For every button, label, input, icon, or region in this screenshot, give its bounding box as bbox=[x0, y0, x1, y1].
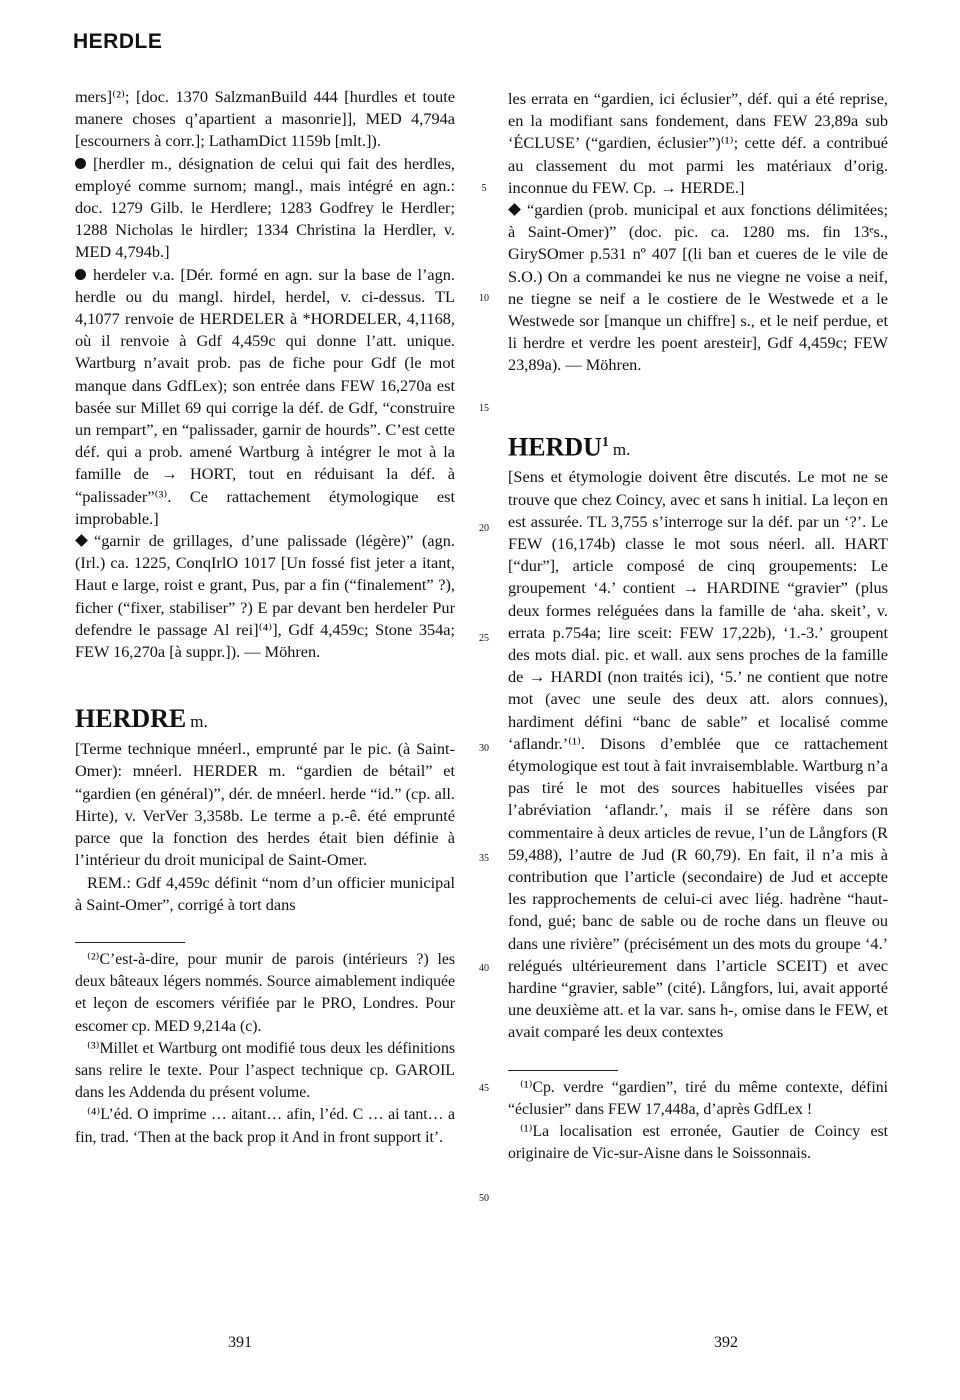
bullet-icon bbox=[75, 158, 86, 169]
footnote: ⁽²⁾C’est-à-dire, pour munir de parois (intérieurs ?) les deux bâteaux légers nommés. Source aimablement indiquée et leçon de escomers vérifiée par le PRO, Londres. Pour escomer cp. MED 9,214a (c). bbox=[75, 950, 455, 1035]
diamond-icon bbox=[75, 534, 88, 547]
paragraph: [Terme technique mnéerl., emprunté par le pic. (à Saint-Omer): mnéerl. HERDER m. “gardien de bétail” et “gardien (en général)”, dér. de mnéerl. herde “id.” (cp. all. Hirte), v. VerVer 3,358b. Le terme a p.-ê. été emprunté parce que la fonction des herdes était bien définie à l’intérieur du droit municipal de Saint-Omer. bbox=[75, 739, 455, 870]
paragraph: les errata en “gardien, ici éclusier”, déf. qui a été reprise, en la modifiant sans fondement, dans FEW 23,89a sub ‘ÉCLUSE’ (“gardien, éclusier”)⁽¹⁾; cette déf. a contribué au classement du mot parmi les matériaux d’orig. inconnue du FEW. Cp. → HERDE.] bbox=[508, 89, 888, 197]
line-number: 35 bbox=[479, 853, 489, 864]
line-number: 25 bbox=[479, 633, 489, 644]
line-number: 10 bbox=[479, 293, 489, 304]
footnote: ⁽⁴⁾L’éd. O imprime … aitant… afin, l’éd. C … ai tant… a fin, trad. ‘Then at the back prop it And in front support it’. bbox=[75, 1106, 455, 1146]
page-number-right: 392 bbox=[714, 1334, 738, 1351]
definition: “gardien (prob. municipal et aux fonctions délimitées; à Saint-Omer)” (doc. pic. ca. 1280 ms. fin 13ᵉs., GirySOmer p.531 nº 407 [(li ban et cueres de le vile de S.O.) On a commandei ke nus ne viegne ne voise a neif, ne tiegne se neif a le costiere de le Westwede et a le Westwede sor [manque un chiffre] s., et le neif perdue, et li herdre et verdre les poent aresteir], Gdf 4,459c; FEW 23,89a). — Möhren. bbox=[508, 200, 888, 375]
footnote: ⁽³⁾Millet et Wartburg ont modifié tous deux les définitions sans relire le texte. Pour l’aspect technique cp. GAROIL dans les Addenda du présent volume. bbox=[75, 1039, 455, 1102]
line-number: 5 bbox=[481, 183, 487, 194]
definition: “garnir de grillages, d’une palissade (légère)” (agn. (Irl.) ca. 1225, ConqIrlO 1017 [Un fossé fist jeter a itant, Haut e large, roist e grant, Pus, par a fin (“finalement” ?), ficher (“fixer, stabiliser” ?) E par devant ben herdeler Pur defendre le passage Al rei]⁽⁴⁾], Gdf 4,459c; Stone 354a; FEW 16,270a [à suppr.]). — Möhren. bbox=[75, 531, 455, 662]
line-number: 45 bbox=[479, 1083, 489, 1094]
left-column bbox=[75, 86, 455, 1149]
entry-headword-herdre: HERDRE m. bbox=[75, 704, 208, 734]
entry-headword-herdu: HERDU$^1$ m. bbox=[508, 432, 631, 462]
remark: REM.: Gdf 4,459c définit “nom d’un officier municipal à Saint-Omer”, corrigé à tort dans bbox=[75, 872, 455, 914]
page-number-left: 391 bbox=[228, 1334, 252, 1351]
line-number: 20 bbox=[479, 523, 489, 534]
right-column bbox=[508, 88, 888, 1165]
subentry-herdeler: herdeler v.a. [Dér. formé en agn. sur la base de l’agn. herdle ou du mangl. hirdel, herdel, v. ci-dessus. TL 4,1077 renvoie de HERDELER à *HORDELER, 4,1168, où il renvoie à Gdf 4,459c qui donne l’att. unique. Wartburg n’avait prob. pas de fiche pour Gdf (le mot manque dans GdfLex); son entrée dans FEW 16,270a est basée sur Millet 69 qui corrige la déf. de Gdf, “construire un rempart”, en “palissader, garnir de hourds”. C’est cette déf. qui a prob. amené Wartburg à intégrer le mot à la famille de → HORT, tout en réduisant la déf. à “palissader”⁽³⁾. Ce rattachement étymologique est improbable.] bbox=[75, 264, 455, 528]
subentry-herdler: [herdler m., désignation de celui qui fait des herdles, employé comme surnom; mangl., mais intégré en agn.: doc. 1279 Gilb. le Herdlere; 1283 Godfrey le Herdler; 1288 Nicholas le hirdler; 1334 Christina la Herdler, v. MED 4,794b.] bbox=[75, 153, 455, 262]
paragraph: mers]⁽²⁾; [doc. 1370 SalzmanBuild 444 [hurdles et toute manere choses q’apartient a masonrie]], MED 4,794a [escourners à corr.]; LathamDict 1159b [mlt.]). bbox=[75, 87, 455, 151]
line-number: 30 bbox=[479, 743, 489, 754]
paragraph: [Sens et étymologie doivent être discutés. Le mot ne se trouve que chez Coincy, avec et sans h initial. La leçon en est assurée. TL 3,755 s’interroge sur la déf. par un ‘?’. Le FEW (16,174b) classe le mot sous néerl. all. HART [“dur”], article composé de cinq groupements: Le groupement ‘4.’ contient → HARDINE “gravier” (plus deux formes reléguées dans la famille de ‘aha. skeit’, v. errata p.754a; lire sceit: FEW 17,22b), ‘1.-3.’ groupent des mots dial. pic. et wall. aux sens proches de la famille de → HARDI (non traités ici), ‘5.’ ne contient que notre mot (avec une seule des deux att. alors connues), hardiment défini “banc de sable” et localisé comme ‘aflandr.’⁽¹⁾. Disons d’emblée que ce rattachement étymologique est tout à fait invraisemblable. Wartburg n’a pas tiré le mot des sources habituelles visées par l’abréviation ‘aflandr.’, mais il se réfère dans son commentaire à deux articles de revue, l’un de Långfors (R 59,488), l’autre de Jud (R 60,79). En fait, il n’a mis à contribution que l’article (secondaire) de Jud et accepte les rapprochements de celui-ci avec liég. hadrène “haut-fond, gué; banc de sable ou de roche dans un fleuve ou dans une rivière” (précisément un des mots du groupe ‘4.’ relégués ultérieurement dans l’article SCEIT) et avec hardine “gravier, sable” (cité). Långfors, lui, avait apporté une deuxième att. et la var. sans h-, omise dans le FEW, et avait comparé les deux contextes bbox=[508, 467, 888, 1042]
diamond-icon bbox=[508, 203, 521, 216]
line-number: 50 bbox=[479, 1193, 489, 1204]
bullet-icon bbox=[75, 269, 86, 280]
running-head: HERDLE bbox=[73, 30, 163, 53]
footnote-rule bbox=[508, 1070, 618, 1071]
line-number: 40 bbox=[479, 963, 489, 974]
footnote-rule bbox=[75, 942, 185, 943]
footnote: ⁽¹⁾Cp. verdre “gardien”, tiré du même contexte, défini “éclusier” dans FEW 17,448a, d’après GdfLex ! bbox=[508, 1078, 888, 1118]
line-number: 15 bbox=[479, 403, 489, 414]
footnote: ⁽¹⁾La localisation est erronée, Gautier de Coincy est originaire de Vic-sur-Aisne dans le Soissonnais. bbox=[508, 1122, 888, 1163]
